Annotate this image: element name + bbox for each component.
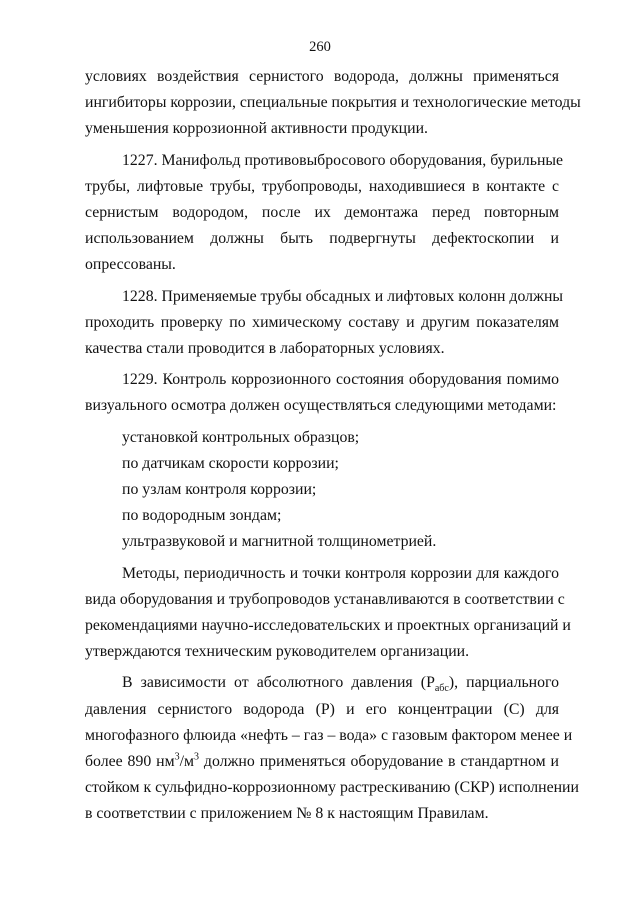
text-line: стойком к сульфидно-коррозионному растрескиванию (СКР) исполнении bbox=[85, 779, 579, 797]
list-item: ультразвуковой и магнитной толщинометрией. bbox=[122, 533, 437, 551]
paragraph-corrosion-inhibitors bbox=[85, 64, 581, 143]
paragraph-1227 bbox=[85, 148, 564, 279]
paragraph-1229 bbox=[85, 367, 559, 419]
text-line: давления сернистого водорода (Р) и его концентрации (С) для bbox=[85, 700, 559, 718]
text-line: многофазного флюида «нефть – газ – вода» с газовым фактором менее и bbox=[85, 726, 573, 744]
text-line: вида оборудования и трубопроводов устанавливаются в соответствии с bbox=[85, 590, 565, 608]
text-line: опрессованы. bbox=[85, 256, 176, 274]
list-item: установкой контрольных образцов; bbox=[122, 428, 360, 446]
text-fragment: должно применяться оборудование в стандартном и bbox=[199, 753, 559, 771]
superscript: 3 bbox=[194, 751, 199, 763]
text-line: 1227. Манифольд противовыбросового оборудования, бурильные bbox=[122, 151, 564, 169]
text-fragment: ), парциального bbox=[448, 674, 559, 692]
text-line: Методы, периодичность и точки контроля коррозии для каждого bbox=[122, 564, 559, 582]
text-line: условиях воздействия сернистого водорода, должны применяться bbox=[85, 68, 559, 85]
text-line: качества стали проводится в лабораторных условиях. bbox=[85, 340, 445, 358]
list-item: по узлам контроля коррозии; bbox=[122, 481, 317, 499]
text-line bbox=[85, 670, 559, 696]
paragraph-pressure-dependence bbox=[85, 670, 579, 827]
text-line: визуального осмотра должен осуществляться следующими методами: bbox=[85, 397, 557, 415]
text-line: использованием должны быть подвергнуты дефектоскопии и bbox=[85, 230, 559, 248]
document-body bbox=[85, 64, 581, 833]
text-line: ингибиторы коррозии, специальные покрытия и технологические методы bbox=[85, 94, 581, 112]
subscript-abs: абс bbox=[434, 683, 449, 695]
text-line: проходить проверку по химическому составу и другим показателям bbox=[85, 313, 559, 331]
text-line: 1229. Контроль коррозионного состояния оборудования помимо bbox=[122, 371, 559, 389]
list-item: по водородным зондам; bbox=[122, 507, 282, 525]
paragraph-methods-approval bbox=[85, 561, 571, 666]
text-line: в соответствии с приложением № 8 к настоящим Правилам. bbox=[85, 805, 489, 823]
text-fragment: В зависимости от абсолютного давления (Р bbox=[122, 674, 435, 692]
text-line: утверждаются техническим руководителем организации. bbox=[85, 643, 470, 661]
text-line: сернистым водородом, после их демонтажа перед повторным bbox=[85, 204, 559, 222]
page-number: 260 bbox=[309, 39, 331, 55]
list-item: по датчикам скорости коррозии; bbox=[122, 454, 339, 472]
text-line bbox=[85, 749, 559, 775]
control-methods-list bbox=[85, 425, 559, 556]
text-line: 1228. Применяемые трубы обсадных и лифтовых колонн должны bbox=[122, 287, 564, 305]
text-fragment: /м bbox=[179, 753, 194, 771]
paragraph-1228 bbox=[85, 284, 564, 363]
superscript: 3 bbox=[174, 751, 180, 763]
text-line: трубы, лифтовые трубы, трубопроводы, находившиеся в контакте с bbox=[85, 177, 559, 195]
text-fragment: более 890 нм bbox=[85, 753, 175, 771]
text-line: рекомендациями научно-исследовательских и проектных организаций и bbox=[85, 617, 571, 635]
text-line: уменьшения коррозионной активности продукции. bbox=[85, 120, 428, 138]
